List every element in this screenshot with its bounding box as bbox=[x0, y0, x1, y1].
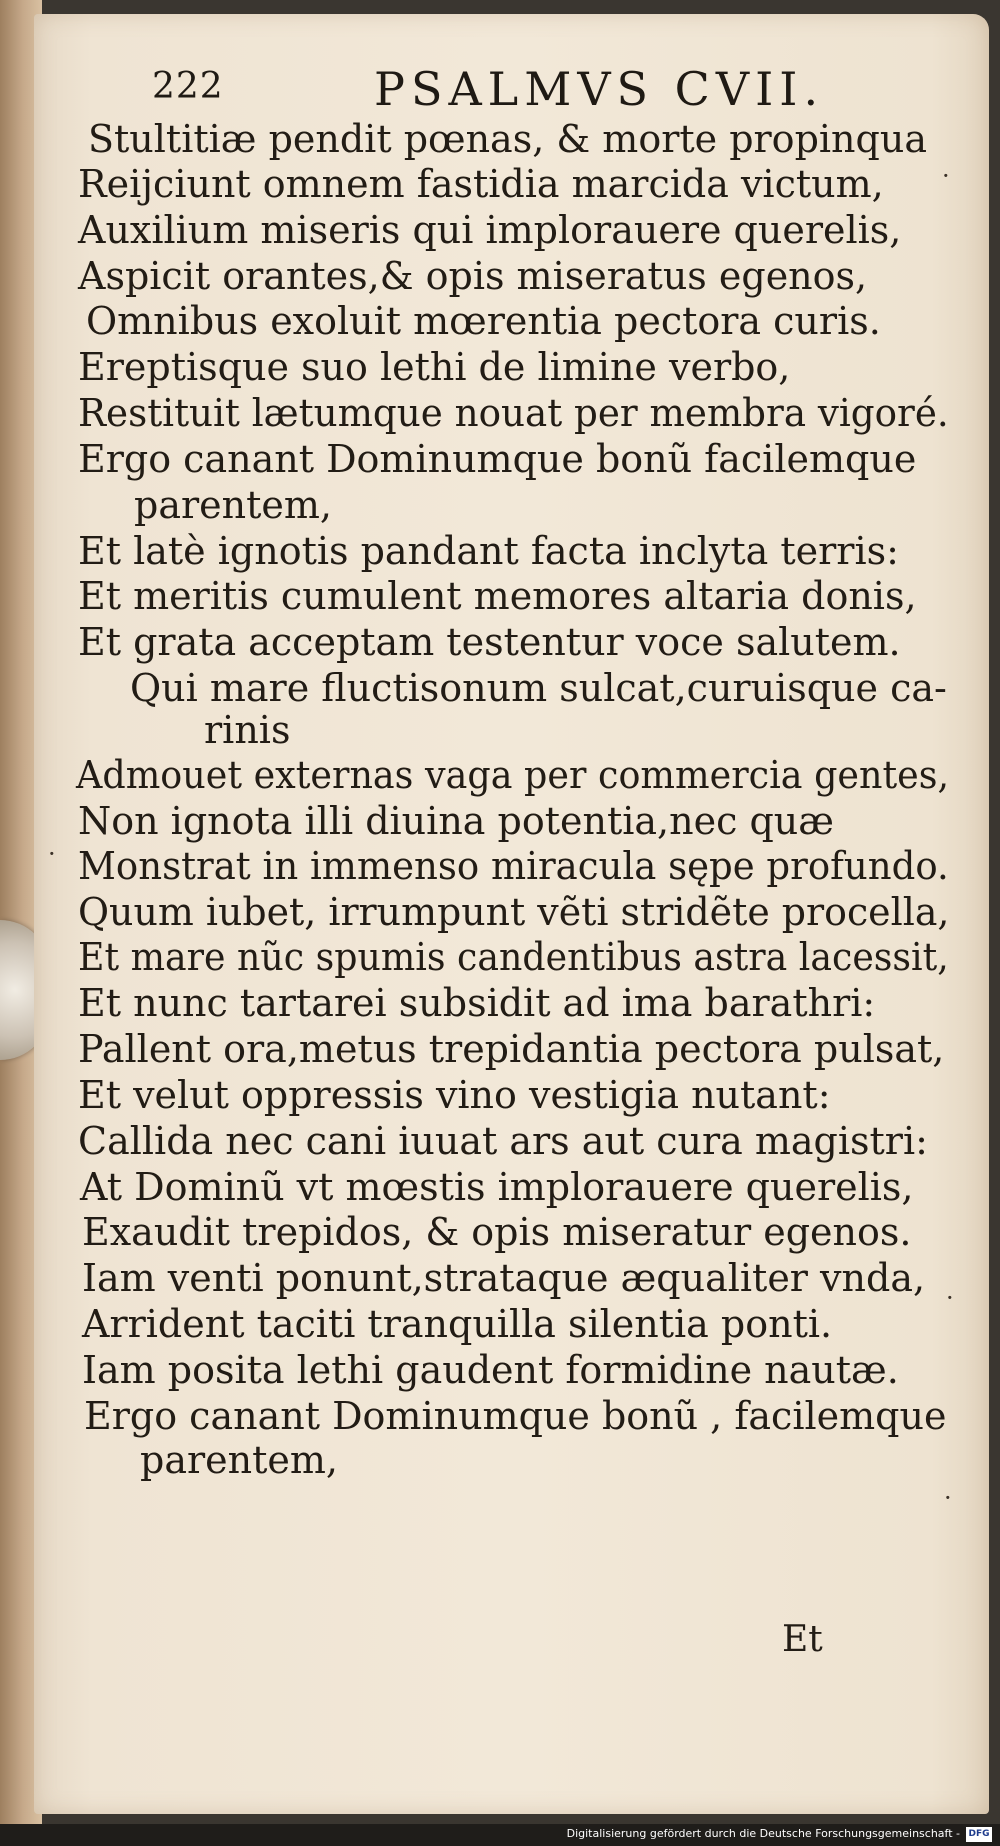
text-line: Exaudit trepidos, & opis miseratur egenos. bbox=[82, 1210, 912, 1254]
page-number: 222 bbox=[152, 66, 224, 107]
text-line: Et velut oppressis vino vestigia nutant: bbox=[78, 1073, 831, 1117]
text-line: Pallent ora,metus trepidantia pectora pulsat, bbox=[78, 1027, 945, 1071]
text-line: Omnibus exoluit mœrentia pectora curis. bbox=[86, 299, 881, 343]
text-line: Ereptisque suo lethi de limine verbo, bbox=[78, 345, 791, 389]
text-line: Et grata acceptam testentur voce salutem. bbox=[78, 620, 901, 664]
catchword: Et bbox=[782, 1619, 823, 1660]
running-head: PSALMVS CVII. bbox=[374, 62, 825, 116]
text-line: Non ignota illi diuina potentia,nec quæ bbox=[78, 799, 834, 843]
text-line: Et meritis cumulent memores altaria donis, bbox=[78, 574, 917, 618]
text-line: Ergo canant Dominumque bonũ , facilemque bbox=[84, 1394, 947, 1438]
text-line: Callida nec cani iuuat ars aut cura magistri: bbox=[78, 1119, 928, 1163]
psalm-text-block bbox=[34, 14, 989, 1814]
text-line: Et latè ignotis pandant facta inclyta terris: bbox=[78, 529, 899, 573]
ink-speck: · bbox=[944, 1484, 952, 1512]
text-line: Admouet externas vaga per commercia gentes, bbox=[76, 753, 950, 797]
text-line: Monstrat in immenso miracula sępe profundo. bbox=[78, 844, 949, 888]
text-line: parentem, bbox=[134, 483, 332, 527]
text-line: Stultitiæ pendit pœnas, & morte propinqua bbox=[88, 117, 927, 161]
footer-credit: Digitalisierung gefördert durch die Deutsche Forschungsgemeinschaft - bbox=[566, 1827, 960, 1840]
text-line: parentem, bbox=[140, 1438, 338, 1482]
text-line: Et nunc tartarei subsidit ad ima barathri: bbox=[78, 981, 876, 1025]
text-line: Restituit lætumque nouat per membra vigoré. bbox=[78, 391, 949, 435]
ink-speck: · bbox=[942, 162, 950, 190]
text-line: Aspicit orantes,& opis miseratus egenos, bbox=[78, 254, 868, 298]
text-line: Quum iubet, irrumpunt vẽti stridẽte procella, bbox=[78, 890, 950, 934]
text-line: Arrident taciti tranquilla silentia ponti. bbox=[82, 1302, 833, 1346]
dfg-logo: DFG bbox=[966, 1827, 992, 1842]
text-line: Et mare nũc spumis candentibus astra lacessit, bbox=[78, 935, 949, 979]
text-line: At Dominũ vt mœstis implorauere querelis, bbox=[80, 1165, 914, 1209]
text-line: rinis bbox=[204, 708, 291, 752]
footer-bar bbox=[0, 1824, 1000, 1846]
text-line: Iam posita lethi gaudent formidine nautæ. bbox=[82, 1348, 899, 1392]
ink-speck: · bbox=[946, 1284, 954, 1312]
book-page bbox=[34, 14, 989, 1814]
text-line: Iam venti ponunt,strataque æqualiter vnda, bbox=[82, 1256, 926, 1300]
text-line: Qui mare fluctisonum sulcat,curuisque ca- bbox=[130, 666, 947, 710]
text-line: Ergo canant Dominumque bonũ facilemque bbox=[78, 437, 917, 481]
ink-speck: · bbox=[48, 840, 56, 868]
text-line: Auxilium miseris qui implorauere querelis, bbox=[78, 208, 902, 252]
text-line: Reijciunt omnem fastidia marcida victum, bbox=[78, 162, 884, 206]
